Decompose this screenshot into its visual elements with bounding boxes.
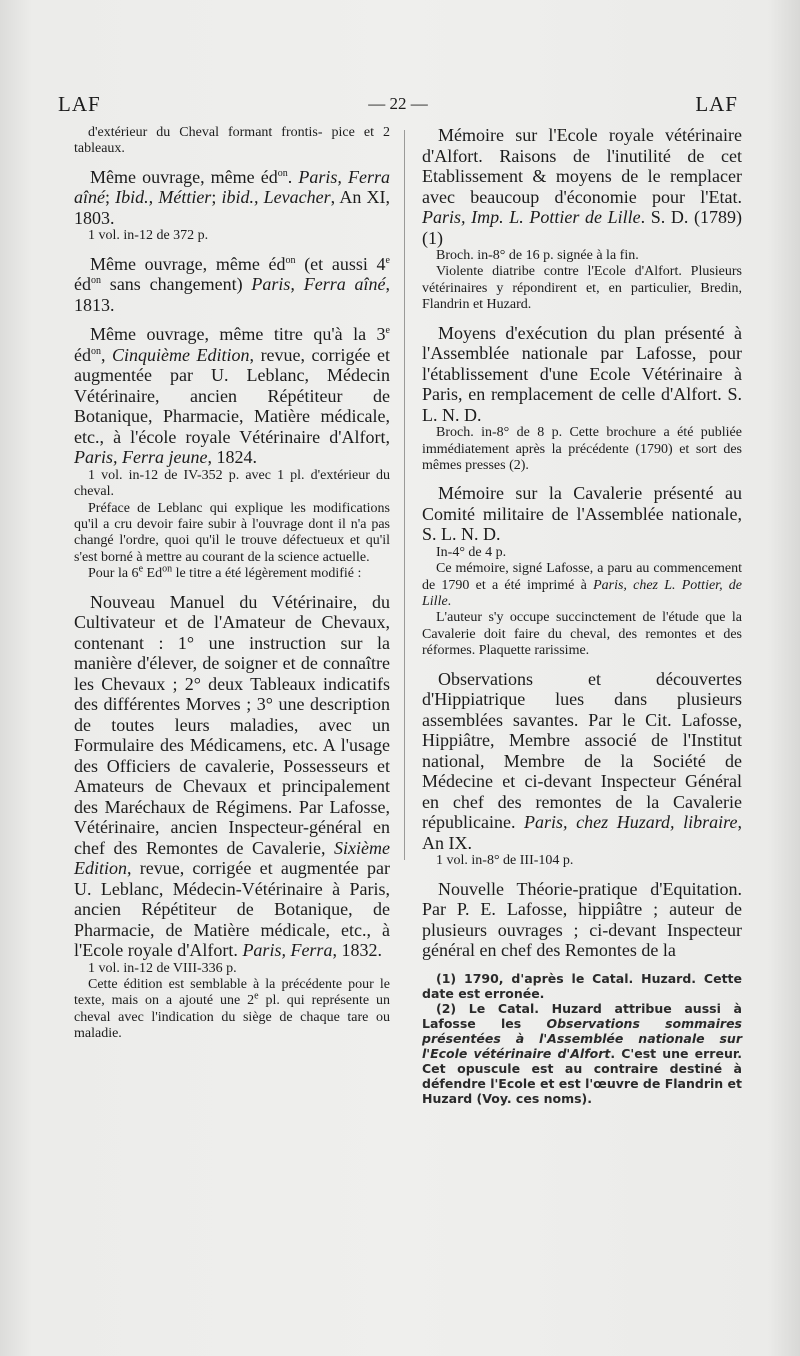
entry-spacer <box>74 158 390 167</box>
entry-note: Cette édition est semblable à la précédente pour le texte, mais on a ajouté une 2e pl. qui représente un cheval avec l'indication du siège de chaque tare ou maladie. <box>74 976 390 1042</box>
bibliographic-entry: Même ouvrage, même $éd^{on}$ (et aussi 4e $éd^{on}$ sans changement) Paris, Ferra aîné, 1813. <box>74 253 390 315</box>
entry-note: Broch. in-8° de 16 p. signée à la fin. <box>436 248 639 263</box>
bibliographic-entry: Mémoire sur la Cavalerie présenté au Comité militaire de l'Assemblée nationale, S. L. N. D. <box>422 483 742 545</box>
entry-spacer <box>422 314 742 323</box>
entry-note: Violente diatribe contre l'Ecole d'Alfort. Plusieurs vétérinaires y répondirent et, en particulier, Bredin, Flandrin et Huzard. <box>422 264 742 313</box>
entry-note: Pour la 6e $Ed^{on}$ le titre a été légèrement modifié : <box>88 563 362 582</box>
bibliographic-entry: Même ouvrage, même titre qu'à la 3e $éd^{on}$, Cinquième Edition, revue, corrigée et augmentée par U. Leblanc, Médecin Vétérinaire, ancien Répétiteur de Botanique, Pharmacie, Matière médicale, etc., à l'école royale Vétérinaire d'Alfort, Paris, Ferra jeune, 1824. <box>74 324 391 468</box>
entry-spacer <box>74 583 390 592</box>
bibliographic-entry: Nouveau Manuel du Vétérinaire, du Cultivateur et de l'Amateur de Chevaux, contenant : 1° une instruction sur la manière d'élever, de soigner et de connaître les Chevaux ; 2° deux Tableaux indicatifs des différentes Morves ; 3° une description de toutes leurs maladies, avec un Formulaire des Médicamens, etc. A l'usage des Officiers de cavalerie, Possesseurs et Amateurs de Chevaux et principalement des Maréchaux de Régimens. Par Lafosse, Vétérinaire, ancien Inspecteur-général en chef des Remontes de Cavalerie, Sixième Edition, revue, corrigée et augmentée par U. Leblanc, Médecin-Vétérinaire à Paris, ancien Répétiteur de Botanique, de Pharmacie, de Matière médicale, etc., à l'Ecole royale d'Alfort. Paris, Ferra, 1832. <box>74 591 390 961</box>
right-column <box>422 125 742 1106</box>
bibliographic-entry: Moyens d'exécution du plan présenté à l'Assemblée nationale par Lafosse, pour l'établissement d'une Ecole Vétérinaire à Paris, en remplacement de celle d'Alfort. S. L. N. D. <box>422 322 742 425</box>
entry-note: Broch. in-8° de 8 p. Cette brochure a été publiée immédiatement après la précédente (1790) et sort des mêmes presses (2). <box>422 425 742 473</box>
entry-spacer <box>74 315 390 324</box>
bibliographic-entry: Observations et découvertes d'Hippiatrique lues dans plusieurs assemblées savantes. Par le Cit. Lafosse, Hippiâtre, Membre associé de l'Institut national, Membre de la Société de Médecine et ci-devant Inspecteur Général en chef des remontes de la Cavalerie républicaine. Paris, chez Huzard, libraire, An IX. <box>422 668 742 853</box>
entry-spacer <box>422 660 742 669</box>
header-right-keyword: LAF <box>695 92 738 116</box>
entry-note: Ce mémoire, signé Lafosse, a paru au commencement de 1790 et a été imprimé à Paris, chez L. Pottier, de Lille. <box>422 561 742 610</box>
entry-spacer <box>422 870 742 879</box>
page-number: — 22 — <box>368 94 428 113</box>
footnote: (1) 1790, d'après le Catal. Huzard. Cette date est erronée. <box>422 970 742 1001</box>
entry-spacer <box>422 474 742 483</box>
entry-note: Préface de Leblanc qui explique les modifications qu'il a cru devoir faire subir à l'ouvrage dont il n'a pas changé l'ordre, quoi qu'il le trouve défectueux et qu'il s'est borné à mettre au courant de la science actuelle. <box>74 500 390 565</box>
footnote-separator <box>422 961 742 971</box>
bibliographic-entry: Nouvelle Théorie-pratique d'Equitation. Par P. E. Lafosse, hippiâtre ; auteur de plusieurs ouvrages ; ci-devant Inspecteur général en chef des Remontes de la <box>422 878 742 961</box>
entry-note: L'auteur s'y occupe succinctement de l'étude que la Cavalerie doit faire du cheval, des remontes et des réformes. Plaquette rarissime. <box>422 610 742 659</box>
footnote: (2) Le Catal. Huzard attribue aussi à Lafosse les Observations sommaires présentées à l'Assemblée nationale sur l'Ecole vétérinaire d'Alfort. C'est une erreur. Cet opuscule est au contraire destiné à défendre l'Ecole et est l'œuvre de Flandrin et Huzard (Voy. ces noms). <box>422 1000 742 1106</box>
entry-note: 1 vol. in-12 de VIII-336 p. <box>88 960 237 976</box>
entry-note: 1 vol. in-12 de 372 p. <box>88 228 209 244</box>
entry-note: 1 vol. in-12 de IV-352 p. avec 1 pl. d'extérieur du cheval. <box>74 467 390 500</box>
column-divider <box>404 130 405 860</box>
entry-note: 1 vol. in-8° de III-104 p. <box>436 853 574 869</box>
entry-note: d'extérieur du Cheval formant frontis- pice et 2 tableaux. <box>74 125 390 157</box>
running-header <box>58 92 738 122</box>
bibliographic-entry: Mémoire sur l'Ecole royale vétérinaire d'Alfort. Raisons de l'inutilité de cet Etablissement & moyens de le remplacer avec beaucoup d'économie pour l'Etat. Paris, Imp. L. Pottier de Lille. S. D. (1789) (1) <box>422 125 742 248</box>
header-left-keyword: LAF <box>58 92 101 116</box>
left-column <box>74 125 390 1043</box>
bibliographic-entry: Même ouvrage, même $éd^{on}$. Paris, Ferra aîné; Ibid., Méttier; ibid., Levacher, An XI, 1803. <box>74 166 391 228</box>
entry-spacer <box>74 245 390 254</box>
entry-note: In-4° de 4 p. <box>436 544 507 560</box>
